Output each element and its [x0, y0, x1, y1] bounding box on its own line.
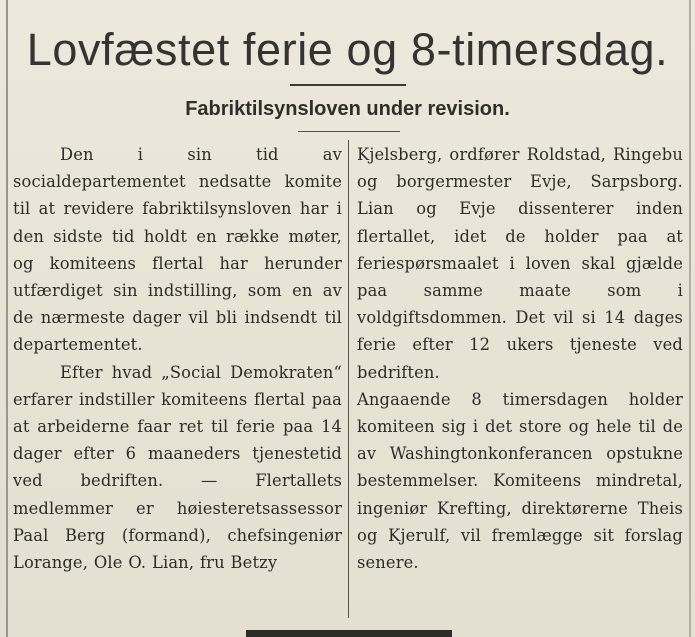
article-column-right [357, 141, 683, 576]
page-edge-right [689, 0, 691, 637]
subheadline-rule [298, 131, 400, 132]
right-paragraph-1: Kjelsberg, ordfører Roldstad, Ringebu og borgermester Evje, Sarpsborg. Lian og Evje dissenterer inden flertallet, idet de holder paa at feriespørsmaalet i loven skal gjælde paa samme maate som i voldgiftsdommen. Det vil si 14 dages ferie efter 12 ukers tjeneste ved bedriften. [357, 145, 683, 382]
article-subheadline: Fabriktilsynsloven under revision. [185, 98, 510, 120]
next-article-header-fragment [246, 630, 452, 637]
right-paragraph-2: Angaaende 8 timersdagen holder komiteen sig i det store og hele til de av Washingtonkonferancen opstukne bestemmelser. Komiteens mindretal, ingeniør Krefting, direktørerne Theis og Kjerulf, vil fremlægge sit forslag senere. [357, 389, 683, 573]
left-paragraph-2: Efter hvad „Social Demokraten“ erfarer indstiller komiteens flertal paa at arbeiderne faar ret til ferie paa 14 dager efter 6 maaneders tjenestetid ved bedriften. — Flertallets medlemmer er høiesteretsassessor Paal Berg (formand), chefsingeniør Lorange, Ole O. Lian, fru Betzy [13, 362, 342, 573]
page-edge-left [6, 0, 8, 637]
left-paragraph-1: Den i sin tid av socialdepartementet nedsatte komite til at revidere fabriktilsynsloven har i den sidste tid holdt en række møter, og komiteens flertal har herunder utfærdiget sin indstilling, som en av de nærmeste dager vil bli indsendt til departementet. [13, 145, 342, 355]
column-divider [348, 140, 349, 618]
article-headline: Lovfæstet ferie og 8-timersdag. [26, 24, 669, 75]
article-column-left [13, 141, 342, 576]
headline-rule [290, 84, 406, 86]
